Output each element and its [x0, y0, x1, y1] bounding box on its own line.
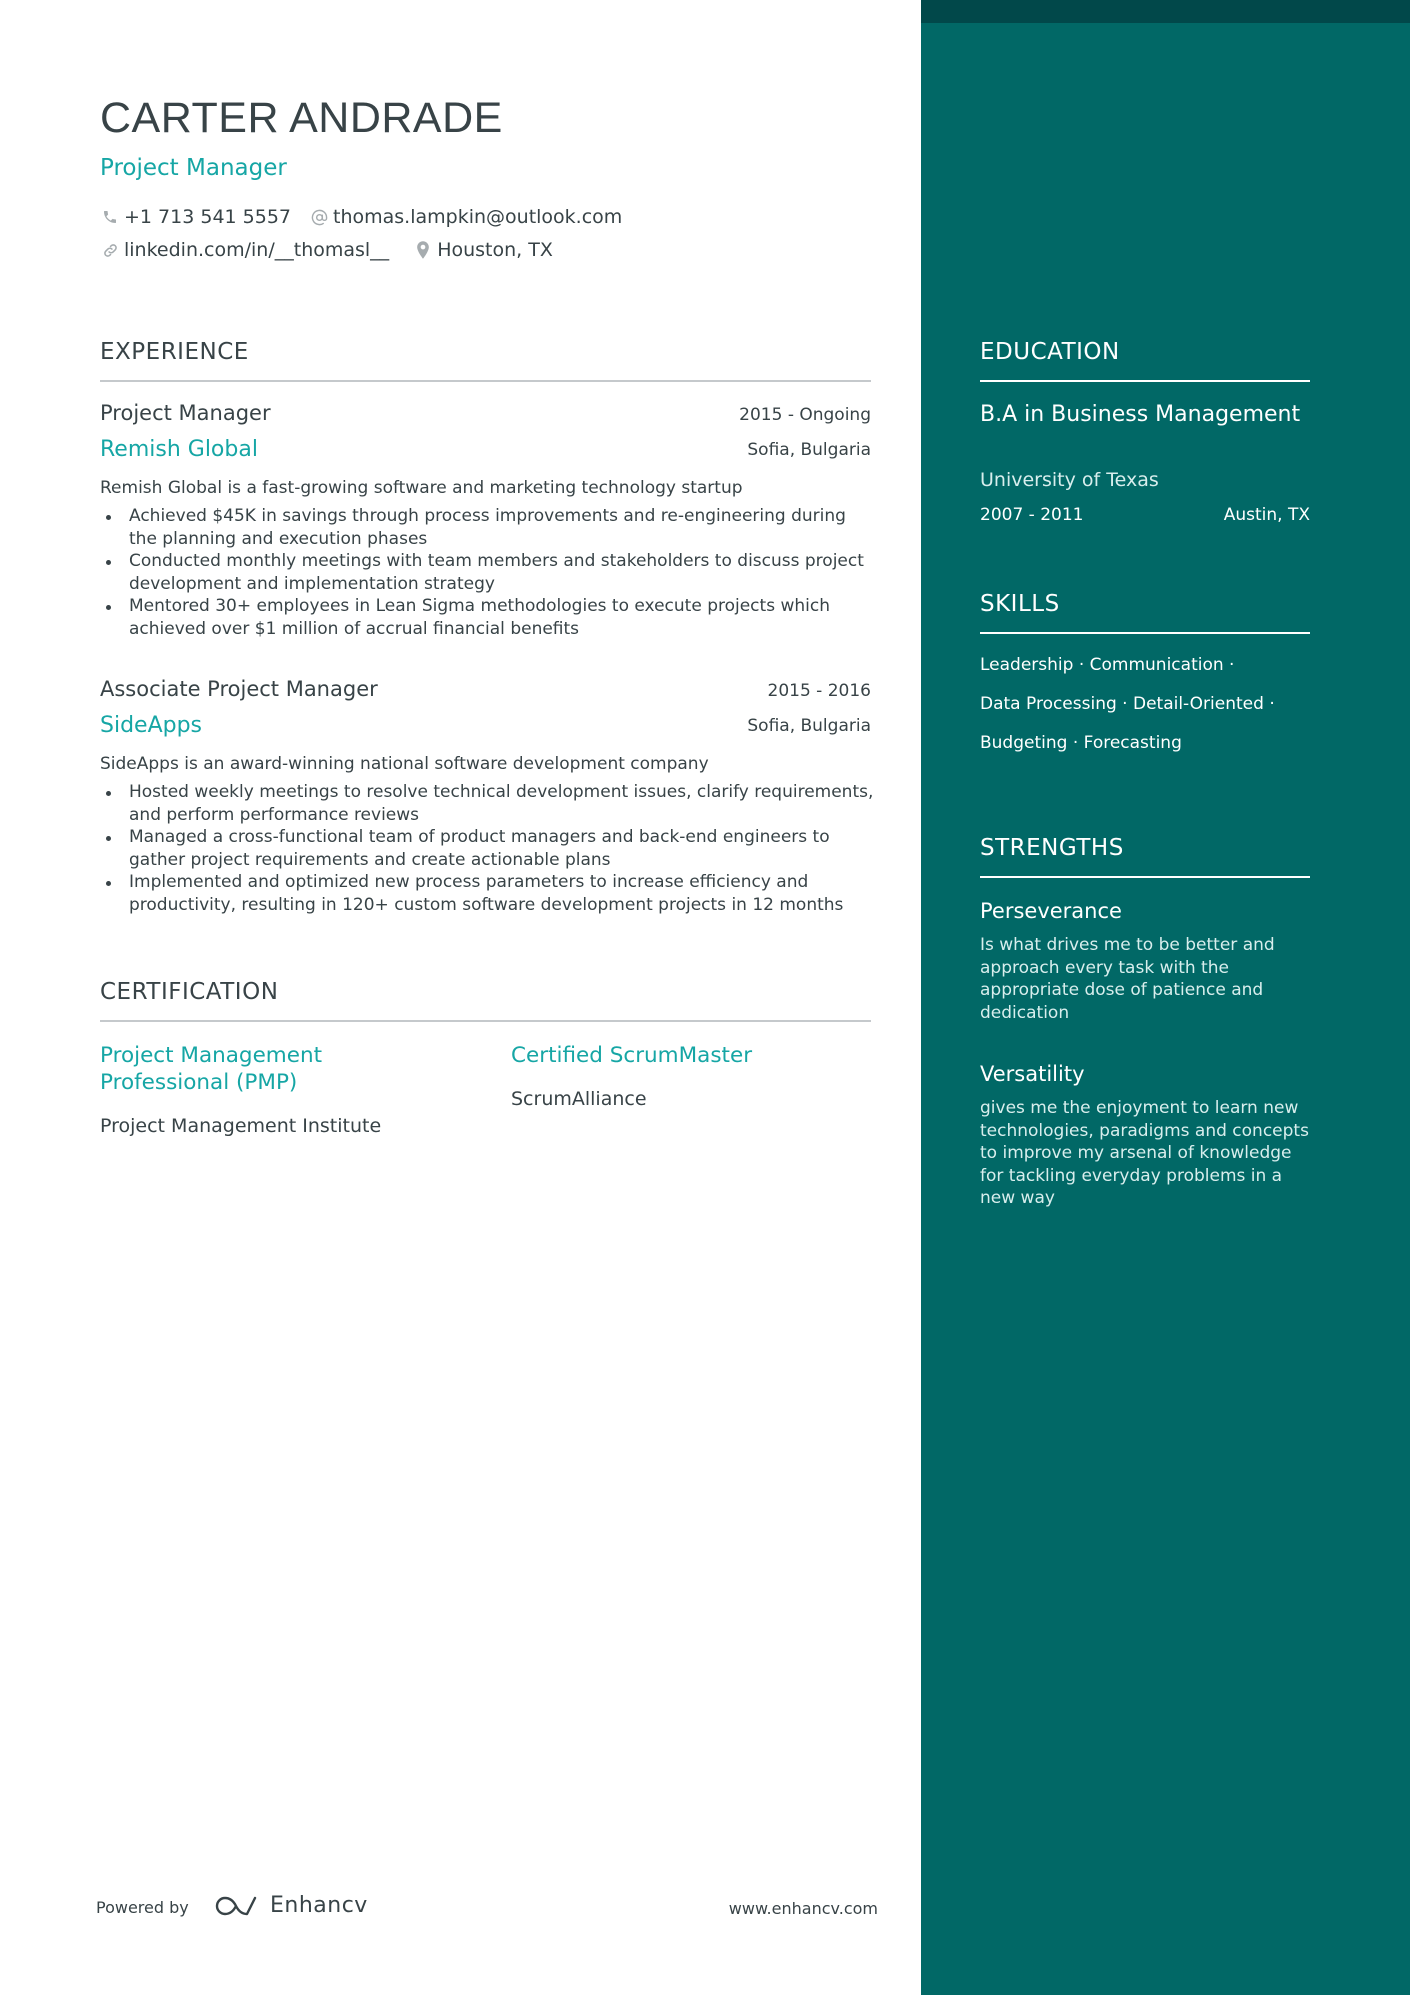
contact-phone — [100, 206, 291, 228]
strengths-divider — [980, 876, 1310, 878]
footer-powered-by: Powered by — [96, 1898, 189, 1917]
job-location: Sofia, Bulgaria — [747, 716, 871, 736]
list-item: Hosted weekly meetings to resolve technical development issues, clarify requirements, and perform performance reviews — [100, 781, 875, 826]
strength-description: Is what drives me to be better and approach every task with the appropriate dose of patience and dedication — [980, 935, 1275, 1023]
job-bullets — [100, 781, 875, 916]
footer-brand: Enhancv — [270, 1893, 368, 1918]
job-dates: 2015 - 2016 — [767, 681, 871, 701]
list-item: Implemented and optimized new process parameters to increase efficiency and productivity, resulting in 120+ custom software development projects in 12 months — [100, 871, 875, 916]
strength-name: Perseverance — [980, 899, 1122, 923]
strengths-section-title: STRENGTHS — [980, 835, 1124, 861]
contact-row-2 — [100, 235, 571, 265]
contact-email — [309, 206, 622, 228]
education-degree: B.A in Business Management — [980, 402, 1301, 427]
certification-section-title: CERTIFICATION — [100, 979, 279, 1005]
education-location: Austin, TX — [1223, 505, 1310, 525]
experience-divider — [100, 380, 871, 382]
job-bullets — [100, 505, 875, 640]
job-description: Remish Global is a fast-growing software and marketing technology startup — [100, 478, 743, 498]
education-divider — [980, 380, 1310, 382]
cert-org: Project Management Institute — [100, 1115, 382, 1137]
job-location: Sofia, Bulgaria — [747, 440, 871, 460]
job-description: SideApps is an award-winning national software development company — [100, 754, 709, 774]
phone-text[interactable]: +1 713 541 5557 — [124, 206, 292, 228]
skills-line: Leadership · Communication · — [980, 655, 1235, 675]
job-company: SideApps — [100, 713, 203, 738]
phone-icon — [100, 207, 120, 227]
location-pin-icon — [413, 240, 433, 260]
sidebar-top-bar — [921, 0, 1410, 23]
list-item: Achieved $45K in savings through process improvements and re-engineering during the planning and execution phases — [100, 505, 875, 550]
job-title: Associate Project Manager — [100, 677, 378, 701]
contact-row-1 — [100, 202, 640, 232]
job-title: Project Manager — [100, 401, 271, 425]
education-section-title: EDUCATION — [980, 339, 1120, 365]
job-company: Remish Global — [100, 437, 258, 462]
cert-name: Certified ScrumMaster — [511, 1043, 753, 1068]
footer-url[interactable]: www.enhancv.com — [728, 1899, 878, 1918]
cert-org: ScrumAlliance — [511, 1088, 647, 1110]
list-item: Conducted monthly meetings with team members and stakeholders to discuss project development and implementation strategy — [100, 550, 875, 595]
cert-name: Project Management Professional (PMP) — [100, 1043, 323, 1095]
strength-name: Versatility — [980, 1062, 1085, 1086]
strength-description: gives me the enjoyment to learn new technologies, paradigms and concepts to improve my arsenal of knowledge for tackling everyday problems in a new way — [980, 1098, 1309, 1208]
link-icon — [100, 240, 120, 260]
candidate-name: CARTER ANDRADE — [100, 94, 503, 142]
linkedin-text[interactable]: linkedin.com/in/__thomasl__ — [124, 239, 390, 261]
enhancv-logo-icon — [214, 1894, 262, 1918]
list-item: Mentored 30+ employees in Lean Sigma methodologies to execute projects which achieved over $1 million of accrual financial benefits — [100, 595, 875, 640]
list-item: Managed a cross-functional team of product managers and back-end engineers to gather project requirements and create actionable plans — [100, 826, 875, 871]
email-text[interactable]: thomas.lampkin@outlook.com — [333, 206, 623, 228]
education-school: University of Texas — [980, 469, 1159, 491]
skills-line: Data Processing · Detail-Oriented · — [980, 694, 1275, 714]
education-years: 2007 - 2011 — [980, 505, 1084, 525]
skills-line: Budgeting · Forecasting — [980, 733, 1182, 753]
certification-divider — [100, 1020, 871, 1022]
job-dates: 2015 - Ongoing — [739, 405, 871, 425]
at-icon — [309, 207, 329, 227]
skills-section-title: SKILLS — [980, 591, 1060, 617]
experience-section-title: EXPERIENCE — [100, 339, 249, 365]
contact-linkedin — [100, 239, 389, 261]
location-text: Houston, TX — [437, 239, 553, 261]
contact-location — [413, 239, 553, 261]
footer-logo[interactable] — [214, 1893, 368, 1918]
skills-divider — [980, 632, 1310, 634]
candidate-role: Project Manager — [100, 155, 287, 181]
